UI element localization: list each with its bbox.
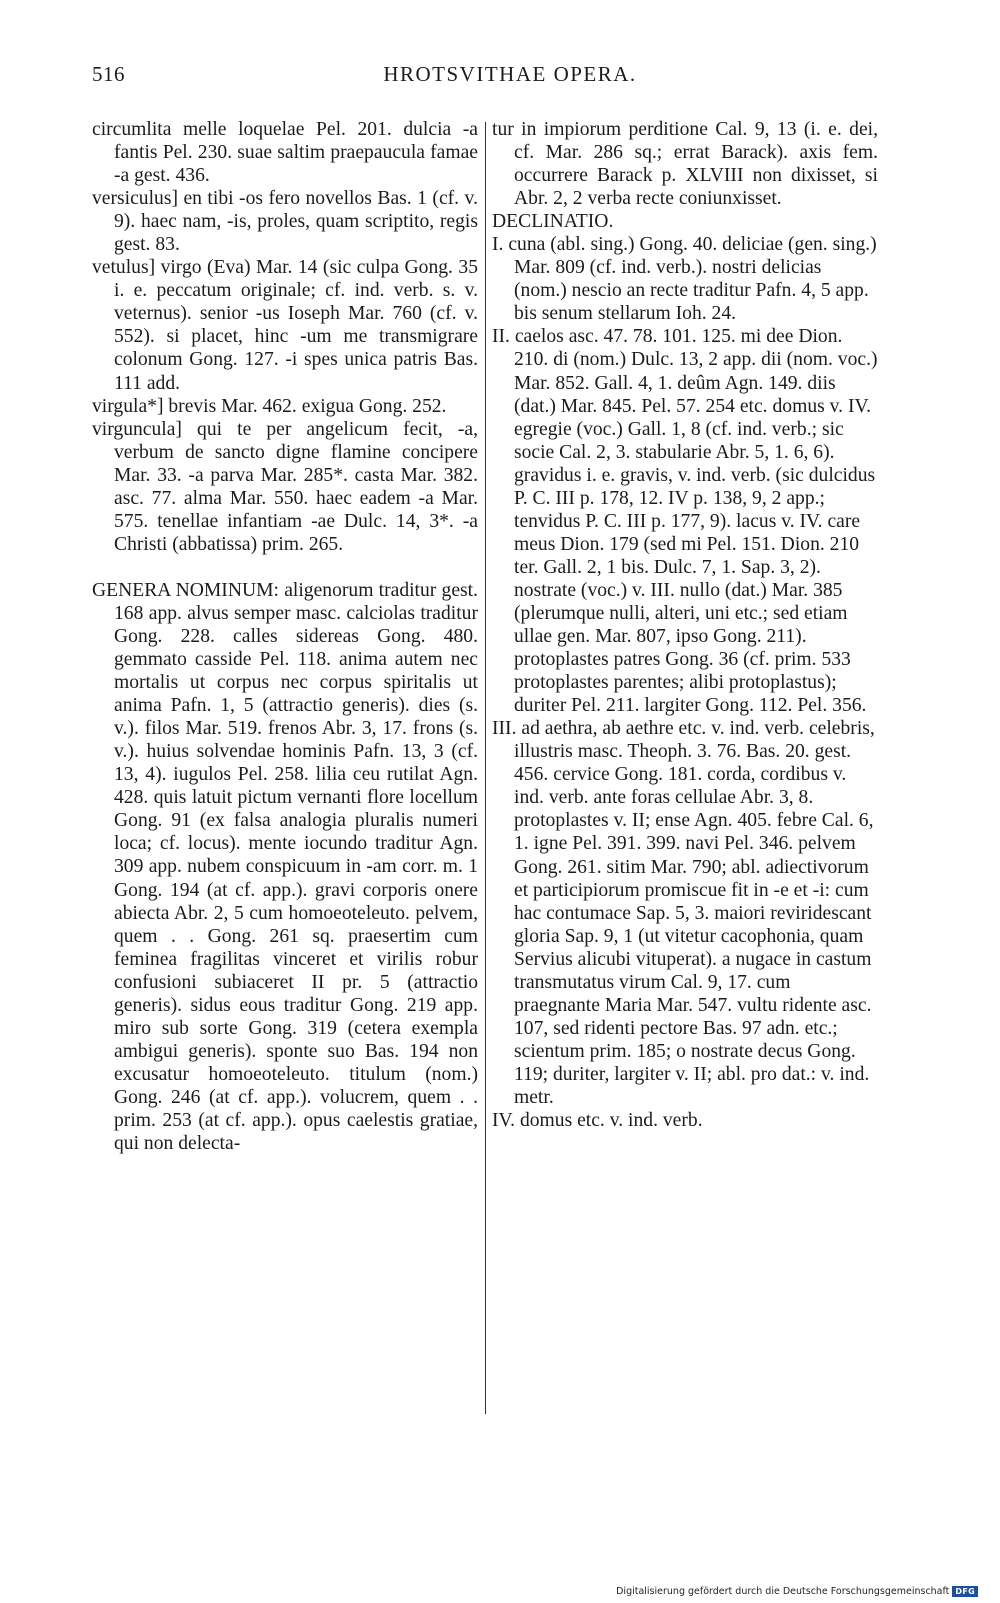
declinatio-section-2: II. caelos asc. 47. 78. 101. 125. mi dee Dion. 210. di (nom.) Dulc. 13, 2 app. dii (nom. voc.) Mar. 852. Gall. 4, 1. deûm Agn. 149. diis (dat.) Mar. 845. Pel. 57. 254 etc. domus v. IV. egregie (voc.) Gall. 1, 8 (cf. ind. verb.; sic socie Cal. 2, 3. stabularie Abr. 5, 1. 6, 6). gravidus i. e. gravis, v. ind. verb. (sic dulcidus P. C. III p. 178, 12. IV p. 138, 9, 2 app.; tenvidus P. C. III p. 177, 9). lacus v. IV. care meus Dion. 179 (sed mi Pel. 151. Dion. 210 ter. Gall. 2, 1 bis. Dulc. 7, 1. Sap. 3, 2). nostrate (voc.) v. III. nullo (dat.) Mar. 385 (plerumque nulli, alteri, uni etc.; sed etiam ullae gen. Mar. 807, ipso Gong. 211). protoplastes patres Gong. 36 (cf. prim. 533 protoplastes parentes; alibi protoplastus); duriter Pel. 211. largiter Gong. 112. Pel. 356. bbox=[492, 326, 878, 717]
dfg-logo-icon: DFG bbox=[952, 1586, 978, 1597]
column-divider bbox=[485, 122, 486, 1414]
entry-vetulus: vetulus] virgo (Eva) Mar. 14 (sic culpa Gong. 35 i. e. peccatum originale; cf. ind. verb. s. v. veternus). senior -us Ioseph Mar. 760 (cf. v. 552). si placet, hinc -um me transmigrare colonum Gong. 127. -i spes unica patris Bas. 111 add. bbox=[92, 257, 478, 394]
section-spacer bbox=[92, 556, 478, 579]
footer bbox=[616, 1586, 978, 1597]
entry-versiculus: versiculus] en tibi -os fero novellos Bas. 1 (cf. v. 9). haec nam, -is, proles, quam scriptito, regis gest. 83. bbox=[92, 188, 478, 256]
running-title: HROTSVITHAE OPERA. bbox=[383, 62, 637, 86]
declinatio-heading: DECLINATIO. bbox=[492, 211, 614, 233]
page-number: 516 bbox=[92, 62, 125, 86]
entry-virguncula: virguncula] qui te per angelicum fecit, -a, verbum de sancto digne flamine concipere Mar. 33. -a parva Mar. 285*. casta Mar. 382. asc. 77. alma Mar. 550. haec eadem -a Mar. 575. tenellae infantiam -ae Dulc. 14, 3*. -a Christi (abbatissa) prim. 265. bbox=[92, 418, 478, 555]
footer-credit: Digitalisierung gefördert durch die Deutsche Forschungsgemeinschaft bbox=[616, 1586, 950, 1597]
genera-nominum-section: GENERA NOMINUM: aligenorum traditur gest. 168 app. alvus semper masc. calciolas traditur Gong. 228. calles sidereas Gong. 480. gemmato casside Pel. 118. anima autem nec mortalis ut corpus nec corpus spiritalis ut anima Pafn. 1, 5 (attractio generis). dies (s. v.). filos Mar. 519. frenos Abr. 3, 17. frons (s. v.). huius solvendae hominis Pafn. 13, 3 (cf. 13, 4). iugulos Pel. 258. lilia ceu rutilat Agn. 428. quis latuit pictum vernanti flore locellum Gong. 91 (ex falsa analogia pluralis numeri loca; cf. locus). mente iocundo traditur Agn. 309 app. nubem conspicuum in -am corr. m. 1 Gong. 194 (at cf. app.). gravi corporis onere abiecta Abr. 2, 5 cum homoeoteleuto. pelvem, quem . . Gong. 261 sq. praesertim cum feminea fragilitas vinceret et virilis robur confusioni subiaceret II pr. 5 (attractio generis). sidus eous traditur Gong. 219 app. miro sub sorte Gong. 319 (cetera exempla ambigui generis). sponte suo Bas. 194 non excusatur homoeoteleuto. titulum (nom.) Gong. 246 (at cf. app.). volucrem, quem . . prim. 253 (at cf. app.). opus caelestis gratiae, qui non delecta- bbox=[92, 579, 478, 1155]
declinatio-section-3: III. ad aethra, ab aethre etc. v. ind. verb. celebris, illustris masc. Theoph. 3. 76. Bas. 20. gest. 456. cervice Gong. 181. corda, cordibus v. ind. verb. ante foras cellulae Abr. 3, 8. protoplastes v. II; ense Agn. 405. febre Cal. 6, 1. igne Pel. 391. 399. navi Pel. 346. pelvem Gong. 261. sitim Mar. 790; abl. adiectivorum et participiorum promiscue fit in -e et -i: cum hac contumace Sap. 5, 3. maiori reviridescant gloria Sap. 9, 1 (ut vitetur cacophonia, quam Servius alicubi vituperat). a nugace in castum transmutatus virum Cal. 9, 17. cum praegnante Maria Mar. 547. vultu ridente asc. 107, sed ridenti pectore Bas. 97 adn. etc.; scientum prim. 185; o nostrate decus Gong. 119; duriter, largiter v. II; abl. pro dat.: v. ind. metr. bbox=[492, 718, 875, 1108]
entry-virgula: virgula*] brevis Mar. 462. exigua Gong. 252. bbox=[92, 395, 447, 417]
declinatio-section-4: IV. domus etc. v. ind. verb. bbox=[492, 1110, 703, 1132]
continuation-text: tur in impiorum perditione Cal. 9, 13 (i. e. dei, cf. Mar. 286 sq.; errat Barack). axis fem. occurrere Barack p. XLVIII non dixisset, si Abr. 2, 2 verba recte coniunxisset. bbox=[492, 119, 878, 210]
declinatio-section-1: I. cuna (abl. sing.) Gong. 40. deliciae (gen. sing.) Mar. 809 (cf. ind. verb.). nostri delicias (nom.) nescio an recte traditur Pafn. 4, 5 app. bis senum stellarum Ioh. 24. bbox=[492, 234, 877, 325]
right-column bbox=[492, 118, 878, 1132]
entry-circumlita: circumlita melle loquelae Pel. 201. dulcia -a fantis Pel. 230. suae saltim praepaucula famae -a gest. 436. bbox=[92, 119, 478, 187]
left-column bbox=[92, 118, 478, 1155]
